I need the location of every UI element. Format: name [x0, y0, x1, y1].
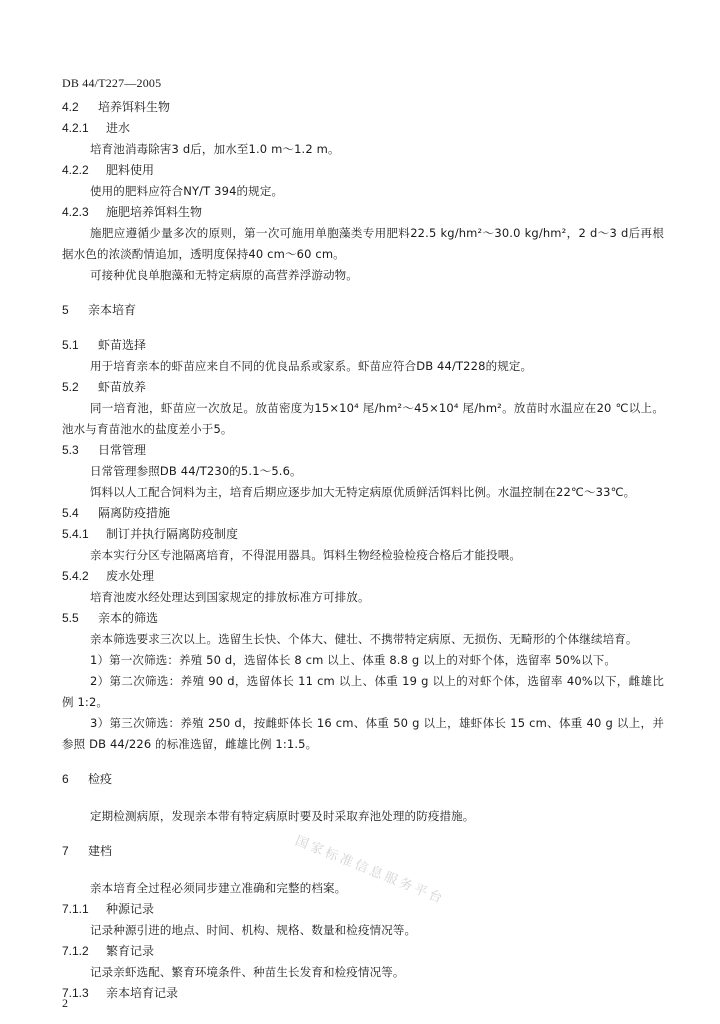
- list-item: 1）第一次筛选：养殖 50 d，选留体长 8 cm 以上、体重 8.8 g 以上的对虾个体，选留率 50%以下。: [90, 653, 617, 667]
- paragraph: 可接种优良单胞藻和无特定病原的高营养浮游动物。: [90, 268, 358, 282]
- chapter-heading: [62, 769, 664, 790]
- section-number: 7.1.3: [62, 986, 89, 1000]
- section-title: 施肥培养饵料生物: [106, 205, 203, 219]
- section-title: 肥料使用: [106, 163, 155, 177]
- section-heading: [62, 941, 664, 962]
- section-heading: [62, 608, 664, 629]
- page-number: 2: [62, 996, 68, 1010]
- section-heading: [62, 202, 664, 223]
- section-number: 5.3: [62, 443, 79, 457]
- section-number: 4.2.2: [62, 163, 89, 177]
- section-title: 亲本培育: [88, 303, 137, 317]
- section-number: 5.1: [62, 338, 79, 352]
- section-heading: [62, 97, 664, 118]
- paragraph: 亲本培育全过程必须同步建立准确和完整的档案。: [90, 881, 347, 895]
- section-number: 7: [62, 844, 69, 858]
- paragraph: 定期检测病原，发现亲本带有特定病原时要及时采取弃池处理的防疫措施。: [90, 809, 475, 823]
- paragraph: 记录亲虾选配、繁育环境条件、种苗生长发育和检疫情况等。: [90, 965, 405, 979]
- section-title: 制订并执行隔离防疫制度: [106, 527, 239, 541]
- section-heading: [62, 899, 664, 920]
- section-number: 5.4.2: [62, 569, 89, 583]
- paragraph: 施肥应遵循少量多次的原则，第一次可施用单胞藻类专用肥料22.5 kg/hm²～30.0 kg/hm²，2 d～3 d后再根据水色的浓淡酌情追加，透明度保持40 cm～60 cm。: [62, 226, 664, 261]
- section-heading: [62, 566, 664, 587]
- section-title: 亲本培育记录: [106, 986, 179, 1000]
- section-number: 7.1.1: [62, 902, 89, 916]
- section-title: 培养饵料生物: [98, 100, 171, 114]
- list-item: 2）第二次筛选：养殖 90 d，选留体长 11 cm 以上、体重 19 g 以上的对虾个体，选留率 40%以下，雌雄比例 1:2。: [62, 674, 664, 709]
- section-title: 废水处理: [106, 569, 155, 583]
- list-item: 3）第三次筛选：养殖 250 d，按雌虾体长 16 cm、体重 50 g 以上，雄虾体长 15 cm、体重 40 g 以上，并参照 DB 44/226 的标准选留，雌雄比例 1:1.5。: [62, 716, 664, 751]
- section-title: 繁育记录: [106, 944, 155, 958]
- section-heading: [62, 440, 664, 461]
- paragraph: 培育池消毒除害3 d后，加水至1.0 m～1.2 m。: [90, 142, 340, 156]
- section-heading: [62, 118, 664, 139]
- paragraph: 亲本筛选要求三次以上。选留生长快、个体大、健壮、不携带特定病原、无损伤、无畸形的个体继续培育。: [90, 632, 638, 646]
- section-number: 4.2: [62, 100, 79, 114]
- section-title: 隔离防疫措施: [98, 506, 171, 520]
- paragraph: 饵料以人工配合饲料为主，培育后期应逐步加大无特定病原优质鲜活饵料比例。水温控制在22℃～33℃。: [90, 485, 636, 499]
- section-number: 5.2: [62, 380, 79, 394]
- section-number: 6: [62, 772, 69, 786]
- section-title: 亲本的筛选: [98, 611, 159, 625]
- section-number: 5.4.1: [62, 527, 89, 541]
- section-heading: [62, 160, 664, 181]
- document-code: DB 44/T227—2005: [62, 76, 162, 90]
- section-title: 日常管理: [98, 443, 147, 457]
- chapter-heading: [62, 300, 664, 321]
- section-title: 检疫: [88, 772, 113, 786]
- paragraph: 亲本实行分区专池隔离培育，不得混用器具。饵料生物经检验检疫合格后才能投喂。: [90, 548, 522, 562]
- paragraph: 使用的肥料应符合NY/T 394的规定。: [90, 184, 284, 198]
- section-title: 种源记录: [106, 902, 155, 916]
- section-number: 5.4: [62, 506, 79, 520]
- section-heading: [62, 983, 664, 1004]
- paragraph: 同一培育池，虾苗应一次放足。放苗密度为15×10⁴ 尾/hm²～45×10⁴ 尾/hm²。放苗时水温应在20 ℃以上。池水与育苗池水的盐度差小于5。: [62, 401, 664, 436]
- paragraph: 记录种源引进的地点、时间、机构、规格、数量和检疫情况等。: [90, 923, 417, 937]
- section-heading: [62, 377, 664, 398]
- section-title: 进水: [106, 121, 131, 135]
- section-number: 5.5: [62, 611, 79, 625]
- section-number: 4.2.1: [62, 121, 89, 135]
- section-number: 7.1.2: [62, 944, 89, 958]
- paragraph: 日常管理参照DB 44/T230的5.1～5.6。: [90, 464, 302, 478]
- section-title: 虾苗选择: [98, 338, 147, 352]
- paragraph: 用于培育亲本的虾苗应来自不同的优良品系或家系。虾苗应符合DB 44/T228的规定。: [90, 359, 533, 373]
- section-title: 建档: [88, 844, 113, 858]
- section-title: 虾苗放养: [98, 380, 147, 394]
- section-heading: [62, 503, 664, 524]
- section-heading: [62, 335, 664, 356]
- section-number: 5: [62, 303, 69, 317]
- section-number: 4.2.3: [62, 205, 89, 219]
- watermark: 国家标准信息服务平台: [292, 833, 447, 908]
- paragraph: 培育池废水经处理达到国家规定的排放标准方可排放。: [90, 590, 370, 604]
- section-heading: [62, 524, 664, 545]
